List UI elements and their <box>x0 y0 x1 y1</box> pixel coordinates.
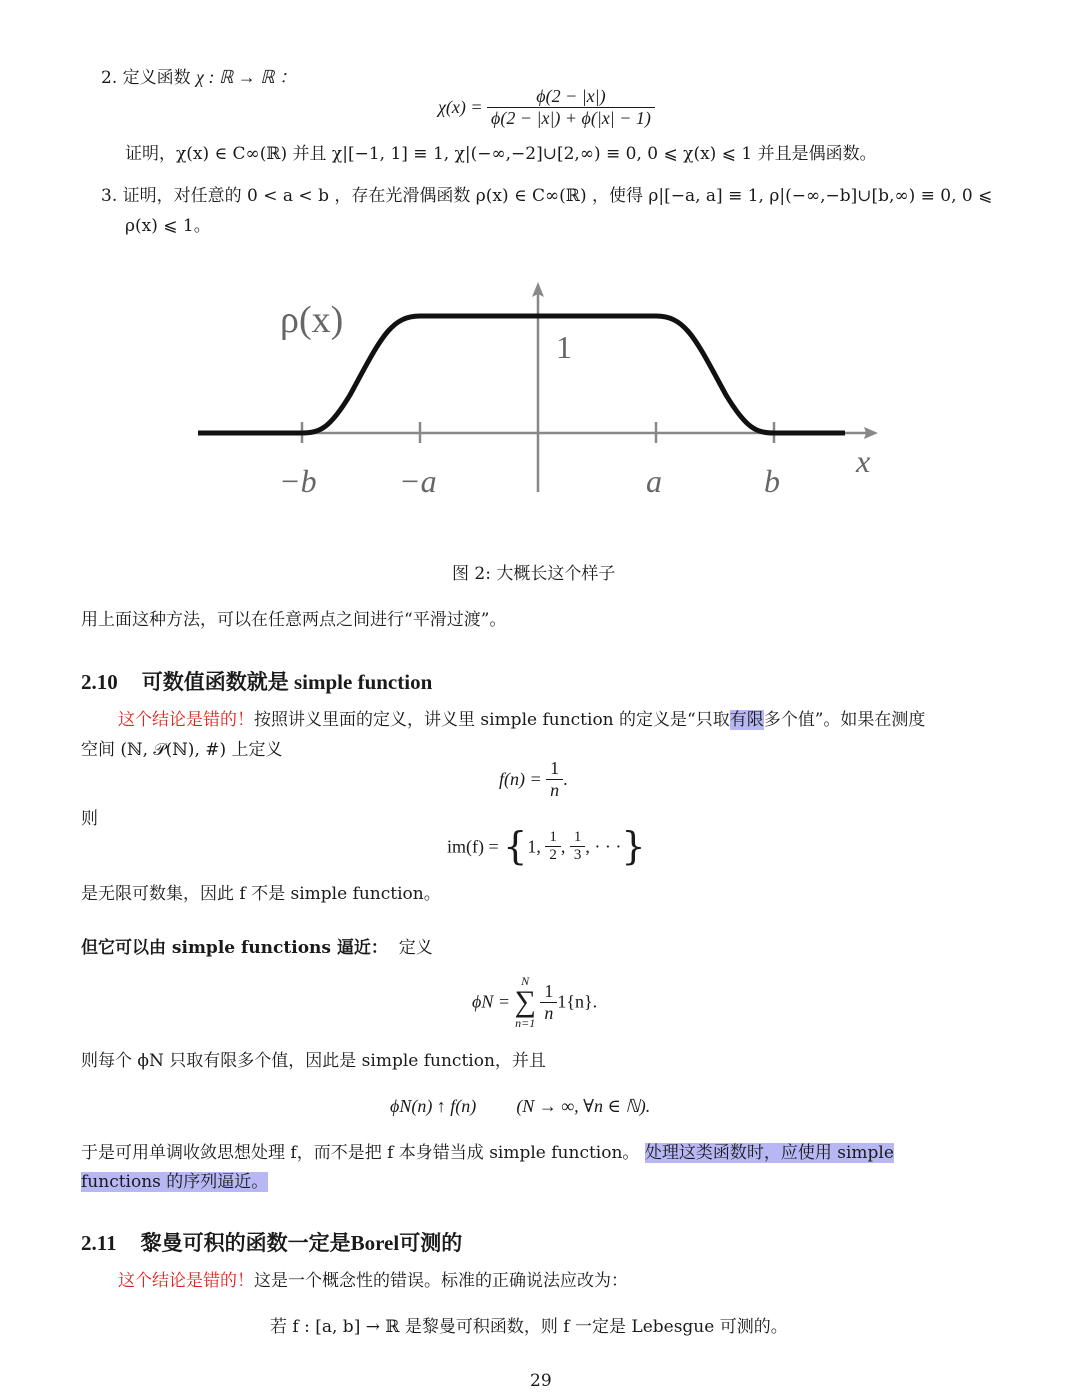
figure-caption: 图 2: 大概长这个样子 <box>452 564 616 584</box>
label-a: a <box>646 463 662 499</box>
section-2-11-heading: 2.11 黎曼可积的函数一定是Borel可测的 <box>81 1231 463 1255</box>
each-phi-text: 则每个 ϕN 只取有限多个值，因此是 simple function，并且 <box>81 1051 546 1071</box>
equation-image-of-f: im(f) = {1, $\frac{1}{2}$ , $\frac{1}{3}$ , · · ·} <box>447 824 646 868</box>
section-2-10-para1-line2: 空间 (ℕ, 𝒫(ℕ), #) 上定义 <box>81 740 283 760</box>
equation-f-of-n: f(n) = $\frac{1}{n}$ . <box>499 758 568 800</box>
plateau-label: 1 <box>556 329 572 365</box>
highlight-approx-1: 处理这类函数时，应使用 simple <box>644 1143 894 1163</box>
rho-figure <box>180 270 900 520</box>
conclusion-line1: 于是可用单调收敛思想处理 f，而不是把 f 本身错当成 simple function。 处理这类函数时，应使用 simple <box>81 1143 894 1163</box>
conclusion-line2 <box>81 1171 268 1193</box>
approx-line: 但它可以由 simple functions 逼近： 定义 <box>81 938 433 958</box>
x-axis-arrow-icon <box>864 427 878 439</box>
lebesgue-statement: 若 f : [a, b] → ℝ 是黎曼可积函数，则 f 一定是 Lebesgue 可测的。 <box>270 1317 788 1337</box>
item2-lead: 2. 定义函数 χ : ℝ → ℝ ： <box>101 67 297 88</box>
highlight-approx-2: functions 的序列逼近。 <box>81 1172 269 1192</box>
chi-formula: χ(x) = $\frac{\phi(2 - |x|)}{\phi(2 - |x|) + \phi(|x| - 1)}$ <box>438 86 655 129</box>
item2-proof: 证明，χ(x) ∈ C∞(ℝ) 并且 χ|[−1, 1] ≡ 1, χ|(−∞,−2]∪[2,∞) ≡ 0, 0 ⩽ χ(x) ⩽ 1 并且是偶函数。 <box>125 144 877 164</box>
rho-label: ρ(x) <box>280 299 344 341</box>
equation-phi-n: ϕN = N ∑ n=1 $\frac{1}{n}$ 1{n}. <box>472 974 598 1030</box>
page-number: 29 <box>530 1371 552 1391</box>
not-simple-text: 是无限可数集，因此 f 不是 simple function。 <box>81 884 441 904</box>
x-label: x <box>856 443 871 479</box>
chi-declaration: χ : ℝ → ℝ ： <box>196 67 297 87</box>
section-2-10-para1: 这个结论是错的！按照讲义里面的定义，讲义里 simple function 的定义是“只取有限多个值”。如果在测度 <box>118 710 926 730</box>
section-2-11-para: 这个结论是错的！这是一个概念性的错误。标准的正确说法应改为： <box>118 1271 628 1291</box>
section-2-10-heading: 2.10 可数值函数就是 simple function <box>81 670 433 694</box>
item3-line1: 3. 证明，对任意的 0 < a < b ，存在光滑偶函数 ρ(x) ∈ C∞(ℝ) ，使得 ρ|[−a, a] ≡ 1, ρ|(−∞,−b]∪[b,∞) ≡ 0, 0 ⩽ <box>101 186 993 206</box>
label-minus-a: −a <box>399 463 437 499</box>
wrong-marker-2: 这个结论是错的！ <box>118 1271 254 1291</box>
then-text: 则 <box>81 809 98 829</box>
item3-line2: ρ(x) ⩽ 1。 <box>125 216 211 236</box>
equation-monotone: ϕN(n) ↑ f(n) (N → ∞, ∀n ∈ ℕ). <box>390 1096 651 1116</box>
label-minus-b: −b <box>279 463 317 499</box>
highlight-finite: 有限 <box>729 710 764 730</box>
wrong-marker: 这个结论是错的！ <box>118 710 254 730</box>
approx-bold: 但它可以由 simple functions 逼近： <box>81 938 388 958</box>
summation: N ∑ n=1 <box>514 974 536 1030</box>
chi-fraction: $\frac{\phi(2 - |x|)}{\phi(2 - |x|) + \phi(|x| - 1)}$ <box>487 86 655 129</box>
smooth-transition-text: 用上面这种方法，可以在任意两点之间进行“平滑过渡”。 <box>81 610 507 630</box>
label-b: b <box>764 463 780 499</box>
